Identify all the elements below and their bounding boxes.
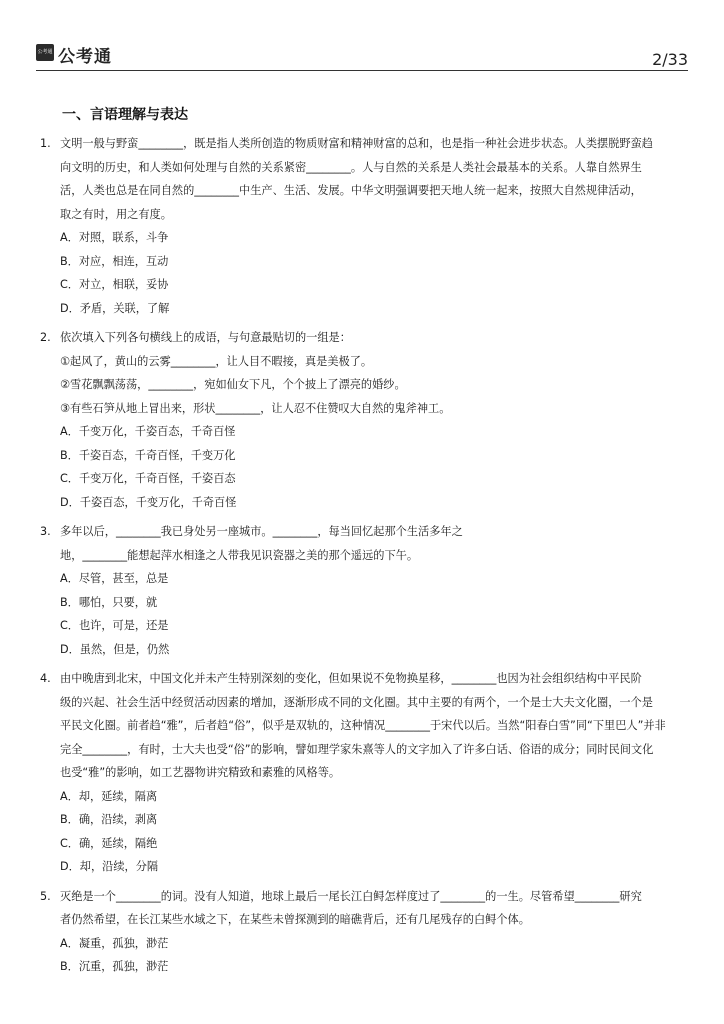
logo-icon: 公考通 — [36, 44, 54, 61]
option-d: D．虽然，但是，仍然 — [60, 642, 170, 656]
option-a: A．凝重，孤独，渺茫 — [60, 936, 169, 950]
question-line: 灭绝是一个________的词。没有人知道，地球上最后一尾长江白鲟怎样度过了________的一生。尽管希望________研究 — [60, 889, 642, 903]
option-b: B．千姿百态，千奇百怪，千变万化 — [60, 448, 236, 462]
question-number: 1. — [40, 137, 51, 150]
option-b: B．哪怕，只要，就 — [60, 595, 158, 609]
option-c: C．千变万化，千奇百怪，千姿百态 — [60, 472, 236, 485]
section-title: 一、言语理解与表达 — [62, 107, 188, 123]
question-5 — [40, 885, 690, 979]
document-body — [40, 100, 690, 979]
question-number: 3. — [40, 525, 51, 538]
question-line: 取之有时，用之有度。 — [60, 207, 172, 221]
question-line: 平民文化圈。前者趋“雅”，后者趋“俗”，似乎是双轨的，这种情况________于宋代以后。当然“阳春白雪”同“下里巴人”并非 — [60, 719, 666, 732]
question-2 — [40, 326, 690, 514]
question-line: 地，________能想起萍水相逢之人带我见识瓷器之美的那个遥远的下午。 — [60, 548, 419, 562]
question-number: 5. — [40, 889, 51, 903]
question-line: 者仍然希望，在长江某些水域之下，在某些未曾探测到的暗礁背后，还有几尾残存的白鲟个体。 — [60, 913, 530, 926]
page-header — [36, 40, 688, 71]
option-d: D．千姿百态，千变万化，千奇百怪 — [60, 495, 237, 509]
option-d: D．却，沿续，分隔 — [60, 860, 159, 873]
option-c: C．确，延续，隔绝 — [60, 836, 158, 850]
question-line: 活，人类也总是在同自然的________中生产、生活、发展。中华文明强调要把天地人统一起来，按照大自然规律活动， — [60, 184, 642, 197]
question-3 — [40, 520, 690, 661]
option-a: A．对照，联系，斗争 — [60, 231, 169, 244]
option-c: C．也许，可是，还是 — [60, 619, 169, 632]
question-line: ②雪花飘飘荡荡，________，宛如仙女下凡，个个披上了漂亮的婚纱。 — [60, 378, 406, 391]
option-c: C．对立，相联，妥协 — [60, 278, 169, 291]
question-1 — [40, 132, 690, 320]
option-a: A．尽管，甚至，总是 — [60, 572, 169, 585]
question-line: ①起风了，黄山的云雾________，让人目不暇接，真是美极了。 — [60, 354, 373, 368]
question-number: 4. — [40, 672, 51, 685]
option-d: D．矛盾，关联，了解 — [60, 301, 170, 315]
question-number: 2. — [40, 331, 51, 344]
question-text — [40, 132, 690, 156]
question-line: 多年以后，________我已身处另一座城市。________，每当回忆起那个生活多年之 — [60, 525, 463, 538]
option-b: B．确，沿续，剥离 — [60, 813, 158, 826]
option-a: A．千变万化，千姿百态，千奇百怪 — [60, 425, 236, 438]
question-line: 也受“雅”的影响，如工艺器物讲究精致和素雅的风格等。 — [60, 766, 341, 779]
question-line: 级的兴起、社会生活中经贸活动因素的增加，逐渐形成不同的文化圈。其中主要的有两个，一个是士大夫文化圈，一个是 — [60, 695, 653, 709]
option-b: B．沉重，孤独，渺茫 — [60, 960, 169, 973]
logo-text: 公考通 — [58, 47, 112, 67]
question-line: 由中晚唐到北宋，中国文化并未产生特别深刻的变化，但如果说不免物换星移，________也因为社会组织结构中平民阶 — [60, 672, 642, 685]
question-line: ③有些石笋从地上冒出来，形状________，让人忍不住赞叹大自然的鬼斧神工。 — [60, 401, 451, 415]
option-a: A．却，延续，隔离 — [60, 789, 158, 803]
option-b: B．对应，相连，互动 — [60, 254, 169, 268]
page-number: 2/33 — [652, 50, 688, 69]
question-line: 向文明的历史，和人类如何处理与自然的关系紧密________。人与自然的关系是人类社会最基本的关系。人靠自然界生 — [60, 160, 642, 174]
question-line: 依次填入下列各句横线上的成语，与句意最贴切的一组是： — [60, 331, 351, 344]
question-line: 文明一般与野蛮________，既是指人类所创造的物质财富和精神财富的总和，也是指一种社会进步状态。人类摆脱野蛮趋 — [60, 137, 653, 150]
question-4 — [40, 667, 690, 879]
question-line: 完全________，有时，士大夫也受“俗”的影响，譬如理学家朱熹等人的文字加入了许多白话、俗语的成分；同时民间文化 — [60, 742, 654, 756]
